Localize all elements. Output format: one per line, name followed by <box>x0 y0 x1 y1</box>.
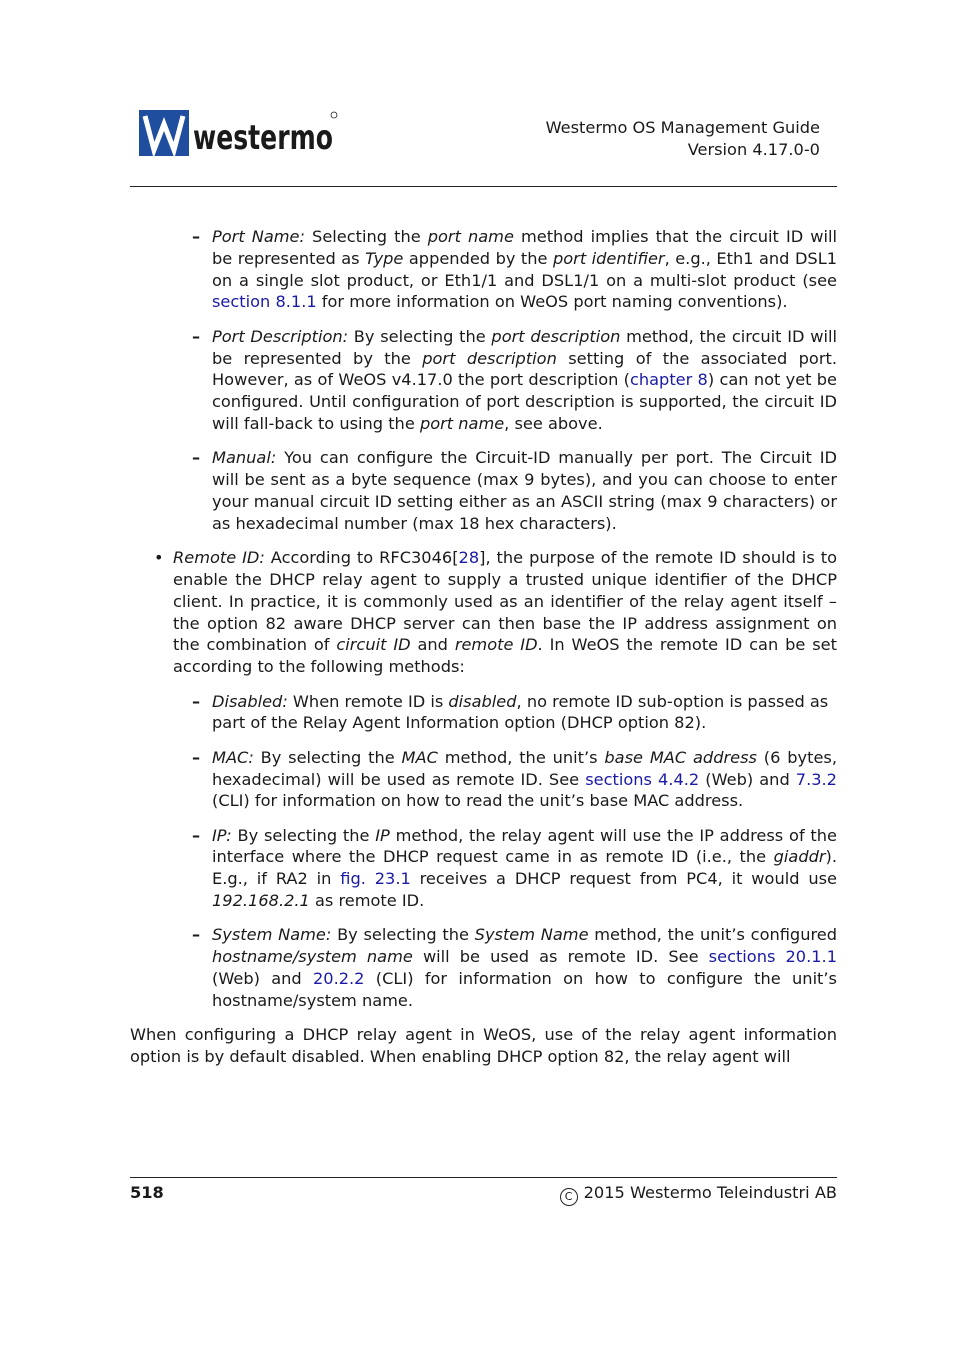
westermo-logo <box>139 110 339 157</box>
copyright-notice <box>560 1183 837 1206</box>
header-rule <box>130 186 837 187</box>
dash-marker: – <box>192 448 201 468</box>
list-item-ip: – IP: By selecting the IP method, the relay agent will use the IP address of the interface where the DHCP request came in as remote ID (i.e., the giaddr). E.g., if RA2 in fig. 23.1 receives a DHCP request from PC4, it would use 192.168.2.1 as remote ID. <box>192 825 837 911</box>
list-item-disabled: – Disabled: When remote ID is disabled, no remote ID sub-option is passed as part of the Relay Agent Information option (DHCP option 82). <box>192 691 829 733</box>
link-citation-28[interactable]: 28 <box>458 548 480 568</box>
link-sections-20-1-1[interactable]: sections 20.1.1 <box>708 947 837 967</box>
dash-marker: – <box>192 925 201 945</box>
list-item-port-name: – Port Name: Selecting the port name method implies that the circuit ID will be represented as Type appended by the port identifier, e.g., Eth1 and DSL1 on a single slot product, or Eth1/1 and DSL1/1 on a multi-slot product (see section 8.1.1 for more information on WeOS port naming conventions). <box>192 227 838 312</box>
link-sections-4-4-2[interactable]: sections 4.4.2 <box>585 769 700 789</box>
page-number: 518 <box>130 1183 164 1202</box>
dash-marker: – <box>192 691 201 711</box>
document-header <box>546 117 820 161</box>
dash-marker: – <box>192 227 201 246</box>
list-item-port-description: – Port Description: By selecting the port description method, the circuit ID will be represented by the port description setting of the associated port. However, as of WeOS v4.17.0 the port description (chapter 8) can not yet be configured. Until configuration of port description is supported, the circuit ID will fall-back to using the port name, see above. <box>192 326 838 433</box>
footer-rule <box>130 1177 837 1178</box>
link-section-8-1-1[interactable]: section 8.1.1 <box>212 292 317 312</box>
link-7-3-2[interactable]: 7.3.2 <box>795 769 837 789</box>
page-body <box>130 226 837 1068</box>
list-item-mac: – MAC: By selecting the MAC method, the unit’s base MAC address (6 bytes, hexadecimal) will be used as remote ID. See sections 4.4.2 (Web) and 7.3.2 (CLI) for information on how to read the unit’s base MAC address. <box>192 747 837 811</box>
bullet-marker: • <box>154 548 164 568</box>
list-item-system-name: – System Name: By selecting the System Name method, the unit’s configured hostname/system name will be used as remote ID. See sections 20.1.1 (Web) and 20.2.2 (CLI) for information on how to configure the unit’s hostname/system name. <box>192 925 838 1010</box>
link-20-2-2[interactable]: 20.2.2 <box>312 969 365 989</box>
link-fig-23-1[interactable]: fig. 23.1 <box>340 869 411 889</box>
link-chapter-8[interactable]: chapter 8 <box>629 370 708 390</box>
dash-marker: – <box>192 326 201 346</box>
closing-paragraph: When configuring a DHCP relay agent in WeOS, use of the relay agent information option is by default disabled. When enabling DHCP option 82, the relay agent will <box>130 1025 837 1067</box>
dash-marker: – <box>192 825 201 845</box>
logo-wordmark: westermo <box>193 118 333 158</box>
document-title: Westermo OS Management Guide <box>545 118 820 137</box>
copyright-text: 2015 Westermo Teleindustri AB <box>583 1183 837 1202</box>
dash-marker: – <box>192 747 201 767</box>
list-item-manual: – Manual: You can configure the Circuit-ID manually per port. The Circuit ID will be sent as a byte sequence (max 9 bytes), and you can choose to enter your manual circuit ID setting either as an ASCII string (max 9 characters) or as hexadecimal number (max 18 hex characters). <box>192 448 837 533</box>
document-version: Version 4.17.0-0 <box>687 140 820 159</box>
list-item-remote-id: • Remote ID: According to RFC3046[28], the purpose of the remote ID should is to enable the DHCP relay agent to supply a trusted unique identifier of the DHCP client. In practice, it is commonly used as an identifier of the relay agent itself – the option 82 aware DHCP server can then base the IP address assignment on the combination of circuit ID and remote ID. In WeOS the remote ID can be set according to the following methods: – Disabled: When remote ID is disabled, no remote ID sub-option is passed as part of the Relay Agent Information option (DHCP option 82). – MAC: By selecting the MAC method, the unit’s base MAC address (6 bytes, hexadecimal) will be used as remote ID. See sections 4.4.2 (Web) and 7.3.2 (CLI) for information on how to read the unit’s base MAC address. – IP: By selecting the IP method, the relay agent will use the IP address of the interface where the DHCP request came in as remote ID (i.e., the giaddr). E.g., if RA2 in fig. 23.1 receives a DHCP request from PC4, it would use 192.168.2.1 as remote ID. – System Name: By selecting the System Name method, the unit’s configured hostname/system name will be used as remote ID. See sections 20.1.1 (Web) and 20.2.2 (CLI) for information on how to configure the unit’s hostname/system name. <box>154 548 838 1010</box>
copyright-icon: C <box>560 1188 578 1206</box>
